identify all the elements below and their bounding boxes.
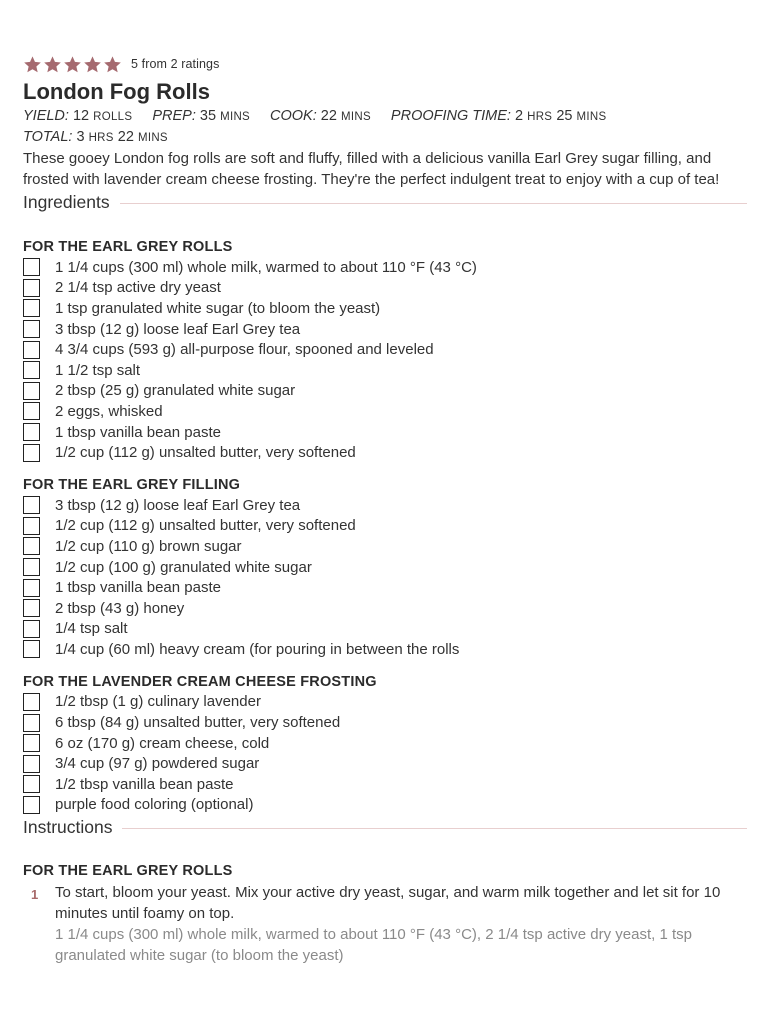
ingredient-checkbox[interactable] xyxy=(23,496,40,514)
ingredient-text: 6 tbsp (84 g) unsalted butter, very softened xyxy=(55,714,341,732)
ingredient-text: 1 tbsp vanilla bean paste xyxy=(55,579,221,597)
ingredient-item xyxy=(23,516,747,537)
ingredient-item xyxy=(23,733,747,754)
step-body xyxy=(55,882,747,966)
ingredient-text: 1/2 cup (112 g) unsalted butter, very softened xyxy=(55,517,356,535)
ingredient-checkbox[interactable] xyxy=(23,517,40,535)
ingredient-list xyxy=(23,495,747,660)
rating-summary: 5 from 2 ratings xyxy=(131,57,220,71)
ingredients-heading: Ingredients xyxy=(23,190,747,214)
ingredient-checkbox[interactable] xyxy=(23,599,40,617)
ingredient-checkbox[interactable] xyxy=(23,620,40,638)
ingredient-item xyxy=(23,639,747,660)
ingredient-item xyxy=(23,257,747,278)
step-number: 1 xyxy=(31,887,39,903)
instruction-group-heading: FOR THE EARL GREY ROLLS xyxy=(23,863,233,880)
ingredient-groups xyxy=(23,237,747,815)
ingredient-item xyxy=(23,319,747,340)
star-icon[interactable] xyxy=(83,55,102,74)
ingredient-item xyxy=(23,619,747,640)
ingredient-item xyxy=(23,774,747,795)
ingredient-text: 1/2 cup (110 g) brown sugar xyxy=(55,537,242,555)
ingredient-checkbox[interactable] xyxy=(23,299,40,317)
star-icon[interactable] xyxy=(23,55,42,74)
ingredient-item xyxy=(23,298,747,319)
ingredient-text: 1 1/2 tsp salt xyxy=(55,361,141,379)
yield-meta: YIELD: 12 ROLLS xyxy=(23,108,133,124)
ingredient-item xyxy=(23,339,747,360)
ingredient-text: 2 tbsp (25 g) granulated white sugar xyxy=(55,382,296,400)
ingredient-text: 1 1/4 cups (300 ml) whole milk, warmed to about 110 °F (43 °C) xyxy=(55,258,477,276)
star-icon[interactable] xyxy=(63,55,82,74)
ingredient-checkbox[interactable] xyxy=(23,341,40,359)
ingredient-list xyxy=(23,692,747,816)
ingredient-list xyxy=(23,257,747,463)
ingredient-text: 4 3/4 cups (593 g) all-purpose flour, spooned and leveled xyxy=(55,341,434,359)
instruction-groups xyxy=(23,861,747,966)
recipe-card xyxy=(23,52,747,966)
ingredient-text: 3 tbsp (12 g) loose leaf Earl Grey tea xyxy=(55,496,301,514)
ingredient-text: 3/4 cup (97 g) powdered sugar xyxy=(55,755,260,773)
instruction-list xyxy=(23,882,747,966)
ingredient-text: 2 eggs, whisked xyxy=(55,402,163,420)
step-ingredients: 1 1/4 cups (300 ml) whole milk, warmed to about 110 °F (43 °C), 2 1/4 tsp active dry yeast, 1 tsp granulated white sugar (to bloom the yeast) xyxy=(55,926,693,965)
ingredient-item xyxy=(23,536,747,557)
section-divider xyxy=(122,828,747,829)
ingredient-checkbox[interactable] xyxy=(23,775,40,793)
ingredient-text: 1/4 cup (60 ml) heavy cream (for pouring in between the rolls xyxy=(55,640,460,658)
star-icon[interactable] xyxy=(43,55,62,74)
prep-meta: PREP: 35 MINS xyxy=(152,108,251,124)
ingredient-item xyxy=(23,401,747,422)
proofing-meta: PROOFING TIME: 2 HRS 25 MINS xyxy=(390,108,607,124)
ingredient-checkbox[interactable] xyxy=(23,579,40,597)
ingredient-group-heading: FOR THE LAVENDER CREAM CHEESE FROSTING xyxy=(23,673,377,690)
recipe-meta xyxy=(23,106,747,148)
ingredient-checkbox[interactable] xyxy=(23,734,40,752)
ingredient-text: 1/2 tbsp vanilla bean paste xyxy=(55,775,234,793)
ingredient-checkbox[interactable] xyxy=(23,361,40,379)
ingredient-checkbox[interactable] xyxy=(23,796,40,814)
ingredient-group-heading: FOR THE EARL GREY FILLING xyxy=(23,476,241,493)
ingredient-text: 1/2 cup (100 g) granulated white sugar xyxy=(55,558,312,576)
ingredient-checkbox[interactable] xyxy=(23,444,40,462)
ingredient-item xyxy=(23,495,747,516)
ingredient-checkbox[interactable] xyxy=(23,402,40,420)
ingredient-text: 6 oz (170 g) cream cheese, cold xyxy=(55,734,270,752)
recipe-title: London Fog Rolls xyxy=(23,79,210,104)
ingredient-text: 1 tsp granulated white sugar (to bloom the yeast) xyxy=(55,299,381,317)
section-divider xyxy=(120,203,747,204)
ingredient-text: 2 1/4 tsp active dry yeast xyxy=(55,279,221,297)
ingredient-text: 3 tbsp (12 g) loose leaf Earl Grey tea xyxy=(55,320,301,338)
ingredient-checkbox[interactable] xyxy=(23,320,40,338)
ingredient-item xyxy=(23,692,747,713)
ingredient-item xyxy=(23,795,747,816)
ingredient-item xyxy=(23,381,747,402)
ingredient-checkbox[interactable] xyxy=(23,382,40,400)
ingredient-checkbox[interactable] xyxy=(23,558,40,576)
step-text: To start, bloom your yeast. Mix your active dry yeast, sugar, and warm milk together and let sit for 10 minutes until foamy on top. xyxy=(55,884,721,923)
ingredient-text: 1 tbsp vanilla bean paste xyxy=(55,423,221,441)
ingredient-checkbox[interactable] xyxy=(23,693,40,711)
ingredient-item xyxy=(23,360,747,381)
ingredient-item xyxy=(23,442,747,463)
ingredient-text: 1/2 tbsp (1 g) culinary lavender xyxy=(55,693,261,711)
ingredient-text: 1/2 cup (112 g) unsalted butter, very softened xyxy=(55,444,356,462)
ingredient-item xyxy=(23,557,747,578)
ingredient-item xyxy=(23,712,747,733)
ingredient-checkbox[interactable] xyxy=(23,279,40,297)
star-icon[interactable] xyxy=(103,55,122,74)
ingredient-item xyxy=(23,577,747,598)
ingredient-checkbox[interactable] xyxy=(23,640,40,658)
ingredient-group-heading: FOR THE EARL GREY ROLLS xyxy=(23,239,233,255)
cook-meta: COOK: 22 MINS xyxy=(270,108,371,124)
ingredient-checkbox[interactable] xyxy=(23,714,40,732)
ingredient-item xyxy=(23,422,747,443)
ingredient-text: 2 tbsp (43 g) honey xyxy=(55,599,185,617)
recipe-description: These gooey London fog rolls are soft and fluffy, filled with a delicious vanilla Earl Grey sugar filling, and frosted with lavender cream cheese frosting. They're the perfect indulgent treat to enjoy with a cup of tea! xyxy=(23,150,720,188)
rating-stars[interactable] xyxy=(23,55,122,74)
ingredient-item xyxy=(23,278,747,299)
ingredient-item xyxy=(23,598,747,619)
rating-row xyxy=(23,52,747,76)
ingredient-item xyxy=(23,753,747,774)
ingredient-text: purple food coloring (optional) xyxy=(55,796,254,814)
ingredient-checkbox[interactable] xyxy=(23,537,40,555)
ingredient-checkbox[interactable] xyxy=(23,755,40,773)
ingredient-checkbox[interactable] xyxy=(23,423,40,441)
ingredient-checkbox[interactable] xyxy=(23,258,40,276)
instruction-step xyxy=(23,882,747,966)
instructions-heading: Instructions xyxy=(23,815,747,839)
total-meta: TOTAL: 3 HRS 22 MINS xyxy=(23,129,168,145)
ingredient-text: 1/4 tsp salt xyxy=(55,620,128,638)
